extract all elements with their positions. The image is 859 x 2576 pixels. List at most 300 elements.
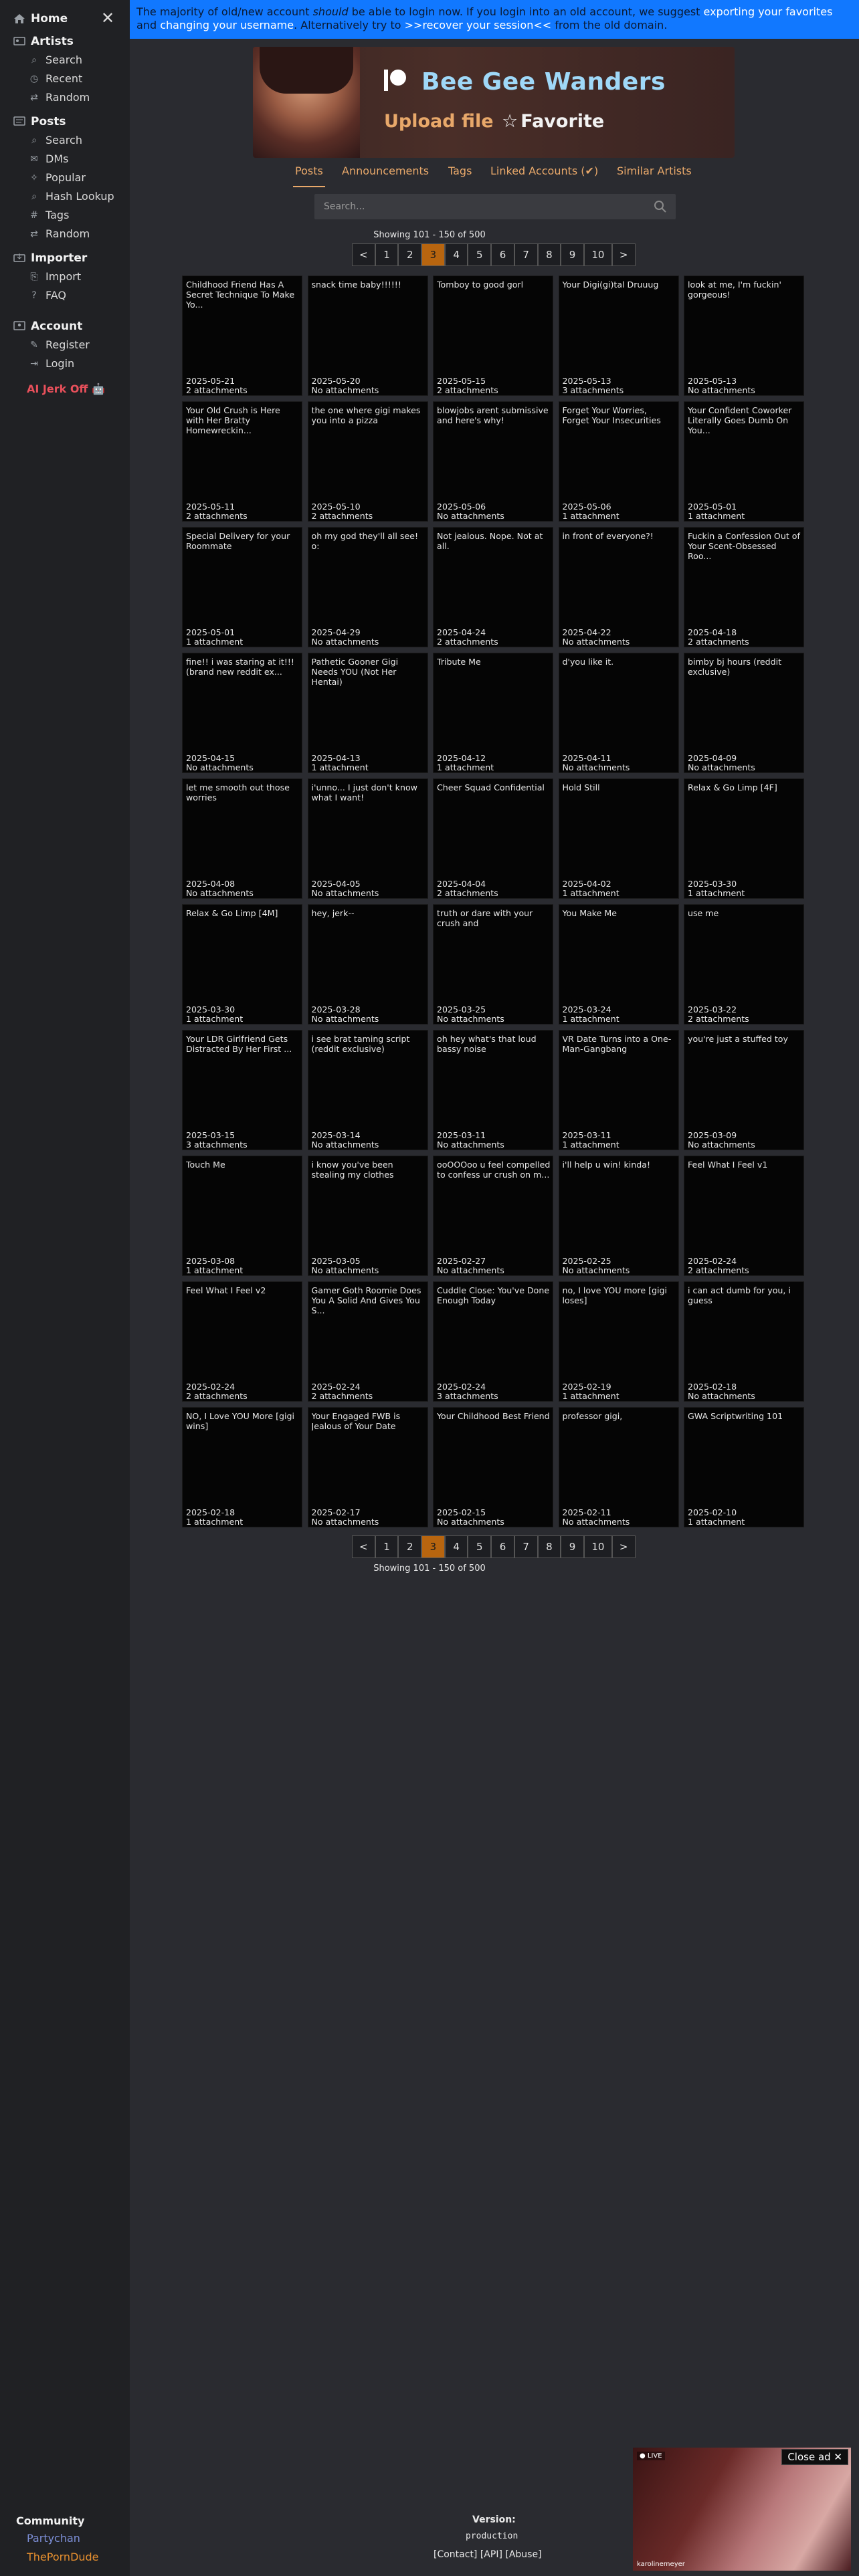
community-heading: Community — [16, 2514, 85, 2527]
post-card[interactable] — [433, 653, 553, 773]
sidebar-item-login[interactable] — [28, 357, 74, 370]
post-attachments: No attachments — [437, 1140, 504, 1150]
post-title: Your LDR Girlfriend Gets Distracted By Her First ... — [186, 1034, 292, 1054]
post-attachments: No attachments — [311, 1265, 379, 1275]
post-date: 2025-04-12 — [437, 753, 486, 763]
close-ad-button[interactable]: Close ad ✕ — [781, 2449, 848, 2465]
post-attachments: 1 attachment — [562, 1014, 619, 1024]
tab-similar-artists[interactable]: Similar Artists — [617, 165, 692, 177]
tab-active-indicator — [293, 186, 325, 187]
post-title: snack time baby!!!!!! — [311, 280, 401, 290]
post-attachments: 2 attachments — [186, 511, 248, 521]
post-card[interactable] — [182, 401, 302, 522]
login-icon: ⇥ — [30, 358, 38, 369]
sidebar-item-label: Register — [45, 338, 90, 351]
banner-link-change-username[interactable]: changing your username — [160, 19, 294, 31]
post-title: Pathetic Gooner Gigi Needs YOU (Not Her Hentai) — [311, 657, 399, 687]
post-attachments: No attachments — [186, 888, 254, 898]
pagination-page[interactable]: 10 — [584, 243, 612, 266]
ad-video[interactable] — [633, 2448, 851, 2571]
sidebar-section-label: Account — [31, 320, 83, 333]
sidebar-item-register[interactable] — [28, 338, 90, 351]
banner-text: . Alternatively try to — [294, 19, 405, 31]
post-title: professor gigi, — [562, 1411, 623, 1421]
artist-header — [253, 47, 735, 158]
sidebar-item-posts-search[interactable] — [28, 134, 82, 146]
announcement-banner — [130, 0, 859, 39]
sidebar-item-artists-recent[interactable] — [28, 72, 82, 85]
post-title: Childhood Friend Has A Secret Technique To Make Yo... — [186, 280, 295, 310]
post-card[interactable] — [308, 1156, 428, 1276]
post-card[interactable] — [182, 904, 302, 1025]
post-title: oh hey what's that loud bassy noise — [437, 1034, 537, 1054]
pagination-page[interactable]: 5 — [468, 243, 491, 266]
post-title: the one where gigi makes you into a pizza — [311, 405, 421, 425]
tab-announcements[interactable]: Announcements — [342, 165, 430, 177]
post-attachments: No attachments — [186, 762, 254, 772]
sidebar-item-faq[interactable] — [28, 289, 66, 302]
post-date: 2025-04-13 — [311, 753, 361, 763]
post-date: 2025-02-24 — [437, 1382, 486, 1392]
sidebar-item-artists-random[interactable] — [28, 91, 90, 104]
posts-icon — [13, 116, 25, 127]
pagination-next[interactable]: > — [612, 243, 636, 266]
post-card[interactable] — [559, 1156, 679, 1276]
post-card[interactable] — [559, 1407, 679, 1527]
pagination-page[interactable]: 8 — [538, 1535, 561, 1558]
sidebar-section-posts — [13, 115, 66, 128]
post-card[interactable] — [684, 276, 804, 396]
pagination-page[interactable]: 5 — [468, 1535, 491, 1558]
post-date: 2025-02-15 — [437, 1507, 486, 1517]
post-date: 2025-02-18 — [186, 1507, 235, 1517]
post-card[interactable] — [433, 401, 553, 522]
post-date: 2025-04-09 — [688, 753, 737, 763]
post-attachments: 2 attachments — [186, 1391, 248, 1401]
post-date: 2025-04-24 — [437, 627, 486, 637]
post-attachments: 2 attachments — [186, 385, 248, 395]
post-date: 2025-05-06 — [562, 502, 611, 512]
sidebar-section-account — [13, 320, 82, 333]
post-card[interactable] — [182, 1407, 302, 1527]
banner-link-recover-session[interactable]: >>recover your session<< — [404, 19, 552, 31]
post-attachments: 3 attachments — [186, 1140, 248, 1150]
post-title: Special Delivery for your Roommate — [186, 531, 290, 551]
pagination-page[interactable]: 1 — [375, 1535, 399, 1558]
post-attachments: 1 attachment — [562, 1391, 619, 1401]
post-attachments: 2 attachments — [688, 1265, 749, 1275]
post-attachments: No attachments — [688, 1140, 755, 1150]
post-attachments: No attachments — [437, 1517, 504, 1527]
post-date: 2025-03-22 — [688, 1004, 737, 1014]
post-title: oh my god they'll all see! o: — [311, 531, 419, 551]
post-title: let me smooth out those worries — [186, 782, 290, 802]
post-date: 2025-02-18 — [688, 1382, 737, 1392]
tab-tags[interactable]: Tags — [448, 165, 472, 177]
post-title: Not jealous. Nope. Not at all. — [437, 531, 543, 551]
pagination-page[interactable]: 1 — [375, 243, 399, 266]
post-title: ooOOOoo u feel compelled to confess ur crush on m... — [437, 1160, 551, 1180]
post-date: 2025-03-30 — [688, 879, 737, 889]
post-card[interactable] — [684, 1030, 804, 1150]
tab-bar — [0, 165, 859, 191]
post-date: 2025-05-21 — [186, 376, 235, 386]
post-card[interactable] — [433, 1030, 553, 1150]
post-title: d'you like it. — [562, 657, 614, 667]
post-date: 2025-05-01 — [186, 627, 235, 637]
post-title: Feel What I Feel v1 — [688, 1160, 768, 1170]
post-attachments: 2 attachments — [311, 1391, 373, 1401]
home-icon — [13, 13, 25, 24]
artists-icon — [13, 36, 25, 47]
sidebar-item-label: Recent — [45, 72, 83, 85]
sidebar-item-label: Search — [45, 53, 82, 66]
post-attachments: 2 attachments — [437, 888, 498, 898]
post-attachments: 3 attachments — [562, 385, 624, 395]
tab-linked-accounts[interactable]: Linked Accounts (✔) — [490, 165, 599, 177]
post-card[interactable] — [433, 904, 553, 1025]
post-attachments: 2 attachments — [688, 1014, 749, 1024]
post-date: 2025-02-24 — [186, 1382, 235, 1392]
community-link-theporndude[interactable]: ThePornDude — [27, 2551, 99, 2563]
post-card[interactable] — [684, 401, 804, 522]
post-date: 2025-02-10 — [688, 1507, 737, 1517]
search-icon[interactable] — [653, 199, 668, 214]
post-attachments: No attachments — [311, 888, 379, 898]
artist-name[interactable]: Bee Gee Wanders — [421, 68, 666, 96]
showing-count-top: Showing 101 - 150 of 500 — [373, 230, 486, 240]
post-card[interactable] — [684, 1156, 804, 1276]
sidebar-item-label: Search — [45, 134, 82, 146]
pagination-bottom — [352, 1535, 636, 1558]
close-icon[interactable]: ✕ — [100, 9, 115, 27]
post-date: 2025-03-25 — [437, 1004, 486, 1014]
post-title: no, I love YOU more [gigi loses] — [562, 1285, 667, 1305]
post-attachments: 2 attachments — [437, 385, 498, 395]
post-card[interactable] — [182, 653, 302, 773]
post-attachments: 2 attachments — [688, 637, 749, 647]
post-title: i know you've been stealing my clothes — [311, 1160, 394, 1180]
sidebar-item-posts-tags[interactable] — [28, 209, 69, 221]
post-card[interactable] — [684, 527, 804, 647]
post-title: Tomboy to good gorl — [437, 280, 524, 290]
post-attachments: 1 attachment — [437, 762, 494, 772]
banner-text: from the old domain. — [551, 19, 668, 31]
search-input[interactable] — [320, 197, 654, 216]
live-badge: ● LIVE — [637, 2452, 665, 2460]
banner-text: should — [312, 5, 349, 18]
register-icon: ✎ — [30, 339, 38, 350]
post-date: 2025-03-09 — [688, 1130, 737, 1140]
post-date: 2025-05-01 — [688, 502, 737, 512]
pagination-page[interactable]: 7 — [514, 1535, 538, 1558]
post-card[interactable] — [182, 1156, 302, 1276]
post-card[interactable] — [182, 276, 302, 396]
pagination-page[interactable]: 8 — [538, 243, 561, 266]
pagination-page[interactable]: 4 — [445, 1535, 468, 1558]
post-attachments: No attachments — [688, 385, 755, 395]
pagination-prev[interactable]: < — [352, 243, 375, 266]
post-date: 2025-04-11 — [562, 753, 611, 763]
sidebar-section-artists — [13, 35, 74, 48]
footer-links[interactable]: [Contact] [API] [Abuse] — [434, 2549, 542, 2560]
post-date: 2025-04-15 — [186, 753, 235, 763]
post-card[interactable] — [559, 401, 679, 522]
post-card[interactable] — [433, 1407, 553, 1527]
pagination-page-current[interactable]: 3 — [421, 243, 445, 266]
sidebar-item-label: Import — [45, 270, 82, 283]
popular-icon: ✧ — [30, 172, 38, 183]
sidebar-item-artists-search[interactable] — [28, 53, 82, 66]
random-icon: ⇄ — [30, 228, 38, 239]
post-title: Your Old Crush is Here with Her Bratty Homewreckin... — [186, 405, 280, 435]
importer-icon — [13, 253, 25, 263]
sidebar-item-label: FAQ — [45, 289, 66, 302]
post-date: 2025-03-08 — [186, 1256, 235, 1266]
post-attachments: 2 attachments — [311, 511, 373, 521]
post-title: i'unno... I just don't know what I want! — [311, 782, 417, 802]
post-card[interactable] — [308, 527, 428, 647]
post-date: 2025-04-05 — [311, 879, 361, 889]
post-date: 2025-05-20 — [311, 376, 361, 386]
post-card[interactable] — [433, 778, 553, 899]
pagination-page[interactable]: 7 — [514, 243, 538, 266]
banner-link-export-favorites[interactable]: exporting your favorites — [703, 5, 833, 18]
pagination-page[interactable]: 10 — [584, 1535, 612, 1558]
post-date: 2025-05-10 — [311, 502, 361, 512]
post-date: 2025-03-24 — [562, 1004, 611, 1014]
post-title: in front of everyone?! — [562, 531, 654, 541]
post-title: Your Digi(gi)tal Druuug — [562, 280, 659, 290]
post-date: 2025-02-27 — [437, 1256, 486, 1266]
search-icon: ⌕ — [31, 191, 37, 202]
post-date: 2025-03-05 — [311, 1256, 361, 1266]
import-icon: ⎘ — [30, 271, 38, 282]
post-title: GWA Scriptwriting 101 — [688, 1411, 783, 1421]
post-card[interactable] — [684, 1407, 804, 1527]
post-attachments: No attachments — [311, 1517, 379, 1527]
star-icon: ☆ — [502, 111, 518, 132]
post-date: 2025-04-18 — [688, 627, 737, 637]
post-title: Your Childhood Best Friend — [437, 1411, 550, 1421]
post-title: blowjobs arent submissive and here's why! — [437, 405, 549, 425]
post-card[interactable] — [559, 904, 679, 1025]
ad-username: karolinemeyer — [637, 2561, 685, 2568]
account-icon — [13, 321, 25, 332]
post-card[interactable] — [433, 1281, 553, 1402]
pagination-page[interactable]: 2 — [398, 1535, 421, 1558]
pagination-prev[interactable]: < — [352, 1535, 375, 1558]
sidebar — [0, 0, 130, 2576]
post-card[interactable] — [182, 1281, 302, 1402]
post-title: You Make Me — [562, 908, 617, 918]
post-card[interactable] — [182, 1030, 302, 1150]
post-attachments: No attachments — [688, 762, 755, 772]
post-card[interactable] — [559, 527, 679, 647]
post-card[interactable] — [433, 1156, 553, 1276]
post-date: 2025-03-15 — [186, 1130, 235, 1140]
post-title: Tribute Me — [437, 657, 481, 667]
post-title: Cheer Squad Confidential — [437, 782, 545, 792]
post-attachments: 1 attachment — [311, 762, 369, 772]
post-card[interactable] — [182, 527, 302, 647]
post-title: use me — [688, 908, 719, 918]
post-card[interactable] — [684, 778, 804, 899]
post-card[interactable] — [684, 1281, 804, 1402]
pagination-page-current[interactable]: 3 — [421, 1535, 445, 1558]
post-attachments: 3 attachments — [437, 1391, 498, 1401]
sidebar-home-label: Home — [31, 12, 68, 25]
post-date: 2025-04-02 — [562, 879, 611, 889]
post-card[interactable] — [308, 1281, 428, 1402]
pagination-page[interactable]: 9 — [561, 1535, 584, 1558]
pagination-page[interactable]: 6 — [491, 243, 514, 266]
sidebar-ai-link[interactable]: AI Jerk Off 🤖 — [27, 383, 105, 395]
post-attachments: No attachments — [311, 385, 379, 395]
post-date: 2025-05-13 — [688, 376, 737, 386]
favorite-label: Favorite — [520, 111, 605, 132]
sidebar-section-importer — [13, 251, 87, 265]
post-card[interactable] — [308, 653, 428, 773]
post-date: 2025-05-13 — [562, 376, 611, 386]
post-card[interactable] — [684, 653, 804, 773]
footer-version-value: production — [466, 2531, 518, 2541]
search-icon: ⌕ — [31, 134, 37, 146]
community-link-partychan[interactable]: Partychan — [27, 2532, 80, 2545]
post-date: 2025-03-30 — [186, 1004, 235, 1014]
tab-posts[interactable]: Posts — [295, 165, 323, 177]
patreon-icon — [381, 67, 408, 94]
footer-version-label: Version: — [472, 2514, 516, 2525]
post-date: 2025-03-11 — [562, 1130, 611, 1140]
post-attachments: No attachments — [311, 1140, 379, 1150]
sidebar-item-label: Login — [45, 357, 75, 370]
post-date: 2025-02-24 — [688, 1256, 737, 1266]
post-attachments: 1 attachment — [186, 1265, 244, 1275]
sidebar-item-posts-dms[interactable] — [28, 152, 68, 165]
post-attachments: 1 attachment — [688, 511, 745, 521]
sidebar-item-label: Hash Lookup — [45, 190, 114, 203]
sidebar-item-label: Random — [45, 91, 90, 104]
post-card[interactable] — [559, 276, 679, 396]
post-attachments: 1 attachment — [562, 511, 619, 521]
post-attachments: 1 attachment — [688, 888, 745, 898]
clock-icon: ◷ — [29, 73, 39, 84]
post-date: 2025-03-28 — [311, 1004, 361, 1014]
post-attachments: No attachments — [437, 1014, 504, 1024]
post-date: 2025-04-22 — [562, 627, 611, 637]
post-date: 2025-03-11 — [437, 1130, 486, 1140]
post-title: truth or dare with your crush and — [437, 908, 533, 928]
post-title: bimby bj hours (reddit exclusive) — [688, 657, 782, 677]
post-title: hey, jerk-- — [311, 908, 355, 918]
post-date: 2025-02-17 — [311, 1507, 361, 1517]
post-card[interactable] — [559, 1030, 679, 1150]
pagination-next[interactable]: > — [612, 1535, 636, 1558]
pagination-page[interactable]: 4 — [445, 243, 468, 266]
mail-icon: ✉ — [30, 153, 38, 165]
post-date: 2025-04-04 — [437, 879, 486, 889]
avatar[interactable] — [253, 47, 360, 158]
post-date: 2025-02-11 — [562, 1507, 611, 1517]
post-attachments: 1 attachment — [186, 637, 244, 647]
post-date: 2025-02-19 — [562, 1382, 611, 1392]
post-attachments: 1 attachment — [562, 888, 619, 898]
post-title: you're just a stuffed toy — [688, 1034, 788, 1044]
search-bar — [314, 194, 676, 219]
post-attachments: No attachments — [562, 1265, 630, 1275]
post-title: Fuckin a Confession Out of Your Scent-Obsessed Roo... — [688, 531, 800, 561]
post-card[interactable] — [308, 1407, 428, 1527]
post-card[interactable] — [559, 778, 679, 899]
post-date: 2025-05-15 — [437, 376, 486, 386]
post-attachments: No attachments — [437, 511, 504, 521]
sidebar-section-label: Artists — [31, 35, 74, 48]
post-title: i'll help u win! kinda! — [562, 1160, 651, 1170]
sidebar-item-label: Random — [45, 227, 90, 240]
post-card[interactable] — [182, 778, 302, 899]
post-card[interactable] — [684, 904, 804, 1025]
post-card[interactable] — [308, 401, 428, 522]
faq-icon: ? — [31, 290, 37, 301]
post-card[interactable] — [559, 1281, 679, 1402]
sidebar-home[interactable] — [13, 9, 68, 28]
post-date: 2025-04-29 — [311, 627, 361, 637]
post-attachments: 2 attachments — [437, 637, 498, 647]
sidebar-item-label: Tags — [45, 209, 70, 221]
sidebar-item-label: DMs — [45, 152, 69, 165]
showing-count-bottom: Showing 101 - 150 of 500 — [373, 1564, 486, 1574]
post-title: look at me, I'm fuckin' gorgeous! — [688, 280, 781, 300]
upload-file-button[interactable]: Upload file — [384, 111, 494, 132]
post-card[interactable] — [308, 778, 428, 899]
post-attachments: No attachments — [562, 637, 630, 647]
post-title: Forget Your Worries, Forget Your Insecurities — [562, 405, 661, 425]
post-date: 2025-02-24 — [311, 1382, 361, 1392]
post-title: Feel What I Feel v2 — [186, 1285, 266, 1295]
post-card[interactable] — [308, 1030, 428, 1150]
sidebar-item-label: Popular — [45, 171, 86, 184]
post-title: i can act dumb for you, i guess — [688, 1285, 791, 1305]
post-date: 2025-05-06 — [437, 502, 486, 512]
pagination-page[interactable]: 2 — [398, 243, 421, 266]
pagination-page[interactable]: 6 — [491, 1535, 514, 1558]
post-attachments: No attachments — [311, 637, 379, 647]
banner-text: The majority of old/new account — [136, 5, 313, 18]
post-card[interactable] — [433, 527, 553, 647]
post-card[interactable] — [308, 276, 428, 396]
favorite-button[interactable] — [502, 111, 604, 132]
sidebar-item-posts-hash-lookup[interactable] — [28, 190, 114, 203]
post-date: 2025-05-11 — [186, 502, 235, 512]
post-title: Touch Me — [186, 1160, 225, 1170]
post-title: Gamer Goth Roomie Does You A Solid And Gives You S... — [311, 1285, 421, 1315]
post-card[interactable] — [433, 276, 553, 396]
post-attachments: 1 attachment — [562, 1140, 619, 1150]
post-date: 2025-03-14 — [311, 1130, 361, 1140]
pagination-top — [352, 243, 636, 266]
random-icon: ⇄ — [30, 92, 38, 103]
post-attachments: No attachments — [688, 1391, 755, 1401]
pagination-page[interactable]: 9 — [561, 243, 584, 266]
post-title: i see brat taming script (reddit exclusive) — [311, 1034, 410, 1054]
post-title: Your Engaged FWB is Jealous of Your Date — [311, 1411, 401, 1431]
post-attachments: 1 attachment — [186, 1014, 244, 1024]
sidebar-item-import[interactable] — [28, 270, 81, 283]
post-card[interactable] — [559, 653, 679, 773]
sidebar-section-label: Posts — [31, 115, 66, 128]
post-card[interactable] — [308, 904, 428, 1025]
